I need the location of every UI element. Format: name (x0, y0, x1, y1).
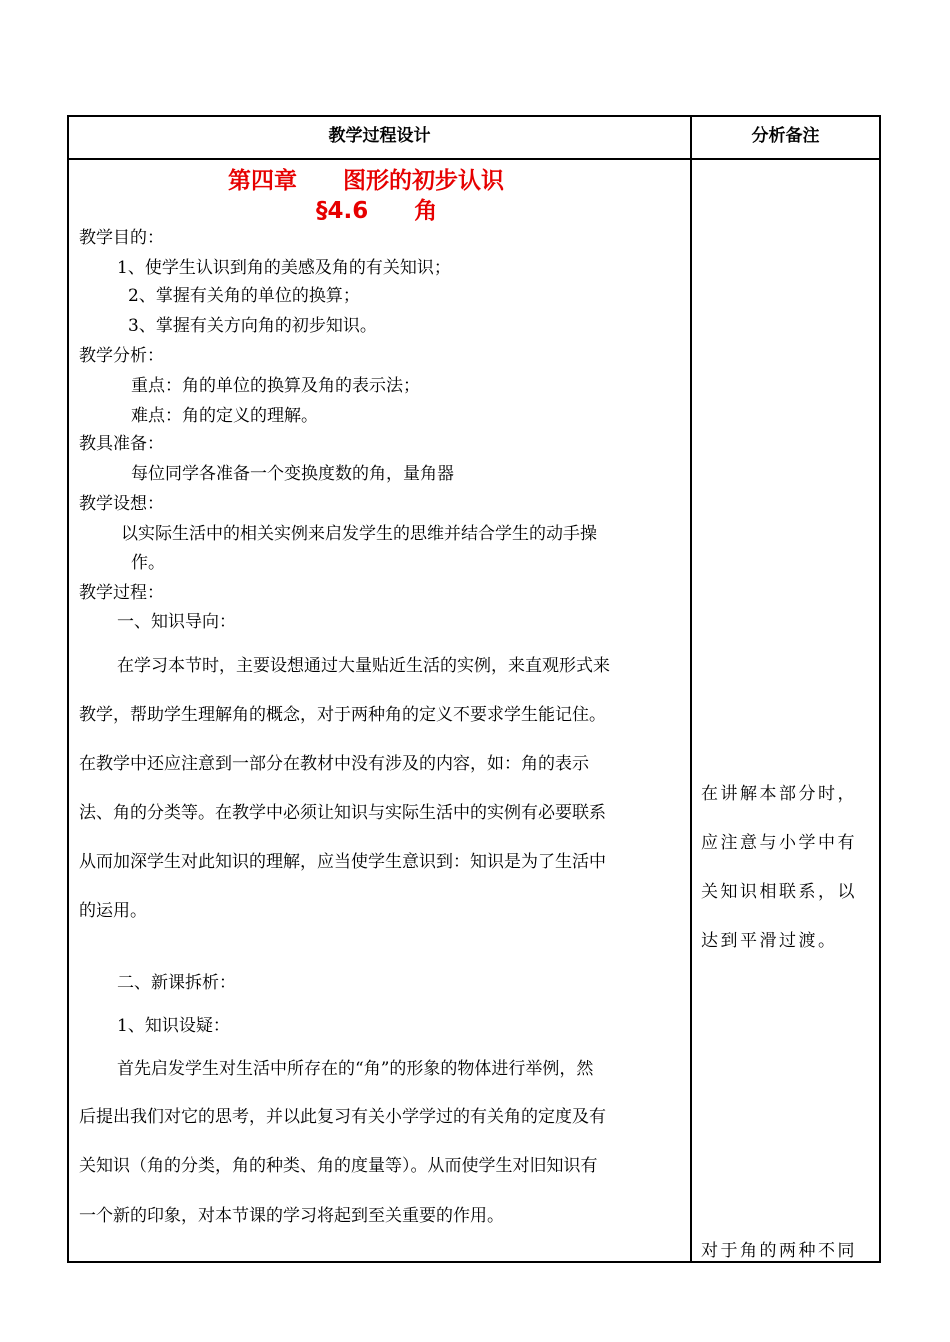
text-line: 以实际生活中的相关实例来启发学生的思维并结合学生的动手操 (121, 524, 597, 544)
note-line: 应注意与小学中有 (701, 833, 857, 853)
column-divider (690, 115, 692, 1263)
note-line: 对于角的两种不同 (701, 1241, 857, 1261)
text-line: 教学分析： (79, 346, 164, 366)
text-line: 首先启发学生对生活中所存在的“角”的形象的物体进行举例，然 (117, 1059, 594, 1079)
text-line: 每位同学各准备一个变换度数的角，量角器 (131, 464, 454, 484)
text-line: 教学目的： (79, 228, 164, 248)
note-line: 关知识相联系，以 (701, 882, 857, 902)
text-line: 难点：角的定义的理解。 (131, 406, 318, 426)
text-line: 1、知识设疑： (117, 1016, 230, 1036)
header-analysis-notes: 分析备注 (751, 126, 820, 146)
text-line: 3、掌握有关方向角的初步知识。 (128, 316, 377, 336)
text-line: 法、角的分类等。在教学中必须让知识与实际生活中的实例有必要联系 (79, 803, 606, 823)
text-line: 重点：角的单位的换算及角的表示法； (131, 376, 420, 396)
note-line: 达到平滑过渡。 (701, 931, 838, 951)
text-line: 作。 (131, 553, 165, 573)
text-line: 教学过程： (79, 583, 164, 603)
section-title: §4.6 角 (316, 198, 438, 224)
text-line: 在教学中还应注意到一部分在教材中没有涉及的内容，如：角的表示 (79, 754, 589, 774)
note-line: 在讲解本部分时， (701, 784, 857, 804)
text-line: 从而加深学生对此知识的理解，应当使学生意识到：知识是为了生活中 (79, 852, 606, 872)
text-line: 一、知识导向： (117, 612, 236, 632)
text-line: 在学习本节时，主要设想通过大量贴近生活的实例，来直观形式来 (117, 656, 610, 676)
header-divider (67, 158, 881, 160)
text-line: 教学设想： (79, 494, 164, 514)
chapter-title: 第四章 图形的初步认识 (228, 168, 504, 194)
header-teaching-process: 教学过程设计 (328, 126, 431, 146)
text-line: 1、使学生认识到角的美感及角的有关知识； (117, 258, 451, 278)
text-line: 一个新的印象，对本节课的学习将起到至关重要的作用。 (79, 1206, 504, 1226)
text-line: 的运用。 (79, 901, 147, 921)
text-line: 二、新课拆析： (117, 973, 236, 993)
text-line: 教具准备： (79, 434, 164, 454)
text-line: 教学，帮助学生理解角的概念，对于两种角的定义不要求学生能记住。 (79, 705, 606, 725)
text-line: 后提出我们对它的思考，并以此复习有关小学学过的有关角的定度及有 (79, 1107, 606, 1127)
text-line: 2、掌握有关角的单位的换算； (128, 286, 360, 306)
text-line: 关知识（角的分类，角的种类、角的度量等）。从而使学生对旧知识有 (79, 1156, 598, 1176)
